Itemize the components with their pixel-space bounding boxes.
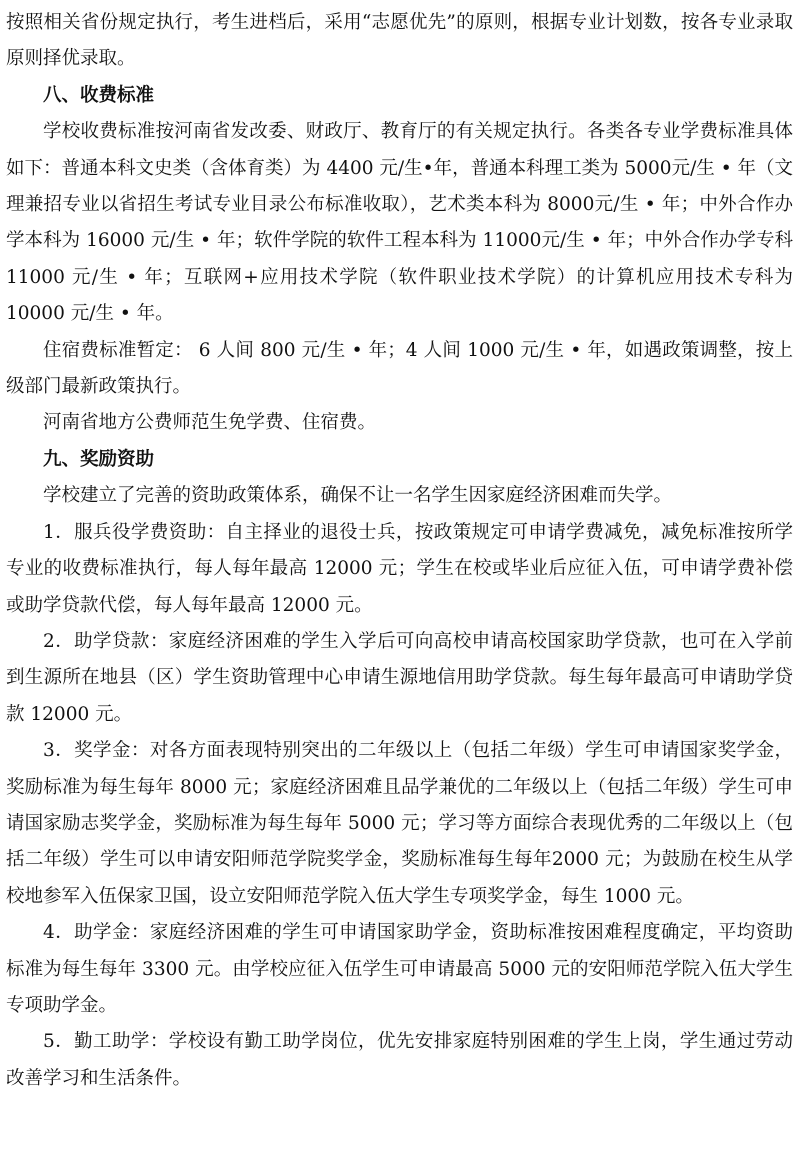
continued-paragraph: 按照相关省份规定执行，考生进档后，采用“志愿优先”的原则，根据专业计划数，按各专业录取原则择优录取。 bbox=[6, 12, 793, 70]
paragraph-student-loan: 2．助学贷款：家庭经济困难的学生入学后可向高校申请高校国家助学贷款，也可在入学前到生源所在地县（区）学生资助管理中心申请生源地信用助学贷款。每生每年最高可申请助学贷款 12000 元。 bbox=[6, 630, 793, 725]
paragraph-scholarship: 3．奖学金：对各方面表现特别突出的二年级以上（包括二年级）学生可申请国家奖学金，奖励标准为每生每年 8000 元；家庭经济困难且品学兼优的二年级以上（包括二年级）学生可申请国家励志奖学金，奖励标准为每生每年 5000 元；学习等方面综合表现优秀的二年级以上（包括二年级）学生可以申请安阳师范学院奖学金，奖励标准每生每年2000 元；为鼓励在校生从学校地参军入伍保家卫国，设立安阳师范学院入伍大学生专项奖学金，每生 1000 元。 bbox=[6, 740, 793, 907]
paragraph-work-study: 5．勤工助学：学校设有勤工助学岗位，优先安排家庭特别困难的学生上岗，学生通过劳动改善学习和生活条件。 bbox=[6, 1031, 793, 1089]
paragraph-accommodation: 住宿费标准暂定： 6 人间 800 元/生 • 年；4 人间 1000 元/生 • 年，如遇政策调整，按上级部门最新政策执行。 bbox=[6, 339, 793, 398]
section-heading-aid: 九、奖励资助 bbox=[43, 448, 155, 470]
section-heading-fees: 八、收费标准 bbox=[43, 84, 155, 106]
paragraph-grant: 4．助学金：家庭经济困难的学生可申请国家助学金，资助标准按困难程度确定，平均资助标准为每生每年 3300 元。由学校应征入伍学生可申请最高 5000 元的安阳师范学院入伍大学生专项助学金。 bbox=[6, 922, 793, 1016]
paragraph-military-aid: 1．服兵役学费资助：自主择业的退役士兵，按政策规定可申请学费减免，减免标准按所学专业的收费标准执行，每人每年最高 12000 元；学生在校或毕业后应征入伍，可申请学费补偿或助学贷款代偿，每人每年最高 12000 元。 bbox=[6, 521, 793, 616]
paragraph-tuition: 学校收费标准按河南省发改委、财政厅、教育厅的有关规定执行。各类各专业学费标准具体如下：普通本科文史类（含体育类）为 4400 元/生•年，普通本科理工类为 5000元/生 • 年（文理兼招专业以省招生考试专业目录公布标准收取），艺术类本科为 8000元/生 • 年；中外合作办学本科为 16000 元/生 • 年；软件学院的软件工程本科为 11000元/生 • 年；中外合作办学专科 11000 元/生 • 年；互联网+应用技术学院（软件职业技术学院）的计算机应用技术专科为 10000 元/生 • 年。 bbox=[6, 121, 793, 325]
paragraph-free-normal-students: 河南省地方公费师范生免学费、住宿费。 bbox=[43, 412, 377, 434]
paragraph-aid-intro: 学校建立了完善的资助政策体系，确保不让一名学生因家庭经济困难而失学。 bbox=[43, 485, 673, 507]
